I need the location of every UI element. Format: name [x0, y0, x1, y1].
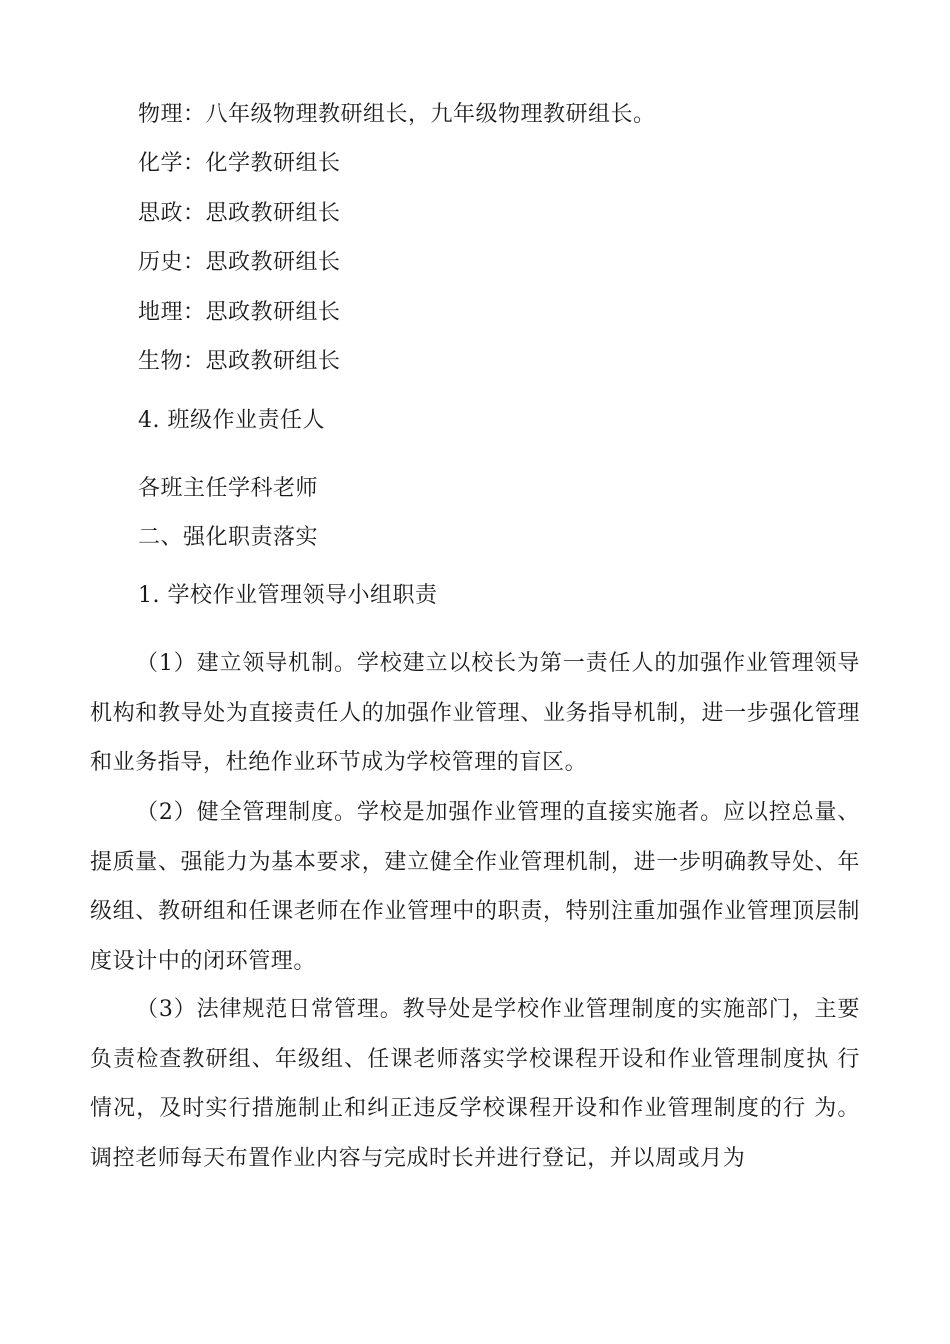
section-heading-leadership-duties: 1. 学校作业管理领导小组职责 [138, 583, 438, 608]
paragraph-management-system: （2）健全管理制度。学校是加强作业管理的直接实施者。应以控总量、提质量、强能力为基本要求，建立健全作业管理机制，进一步明确教导处、年级组、教研组和任课老师在作业管理中的职责，特别注重加强作业管理顶层制度设计中的闭环管理。 [90, 800, 860, 974]
text-line-politics: 思政：思政教研组长 [138, 201, 341, 226]
text-line-geography: 地理：思政教研组长 [138, 300, 341, 325]
paragraph-leadership-mechanism: （1）建立领导机制。学校建立以校长为第一责任人的加强作业管理领导机构和教导处为直接责任人的加强作业管理、业务指导机制，进一步强化管理和业务指导，杜绝作业环节成为学校管理的盲区。 [90, 651, 860, 775]
text-line-chemistry: 化学：化学教研组长 [138, 151, 341, 176]
section-heading-class-homework: 4. 班级作业责任人 [138, 408, 325, 433]
text-line-biology: 生物：思政教研组长 [138, 349, 341, 374]
text-line-physics: 物理：八年级物理教研组长，九年级物理教研组长。 [138, 102, 656, 127]
paragraph-daily-management: （3）法律规范日常管理。教导处是学校作业管理制度的实施部门，主要 负责检查教研组、年级组、任课老师落实学校课程开设和作业管理制度执 行情况，及时实行措施制止和纠正违反学校课程开设和作业管理制度的行 为。调控老师每天布置作业内容与完成时长并进行登记，并以周或月为 [90, 997, 860, 1171]
text-line-class-teachers: 各班主任学科老师 [138, 476, 319, 501]
section-heading-duties: 二、强化职责落实 [138, 525, 319, 550]
text-line-history: 历史：思政教研组长 [138, 250, 341, 275]
